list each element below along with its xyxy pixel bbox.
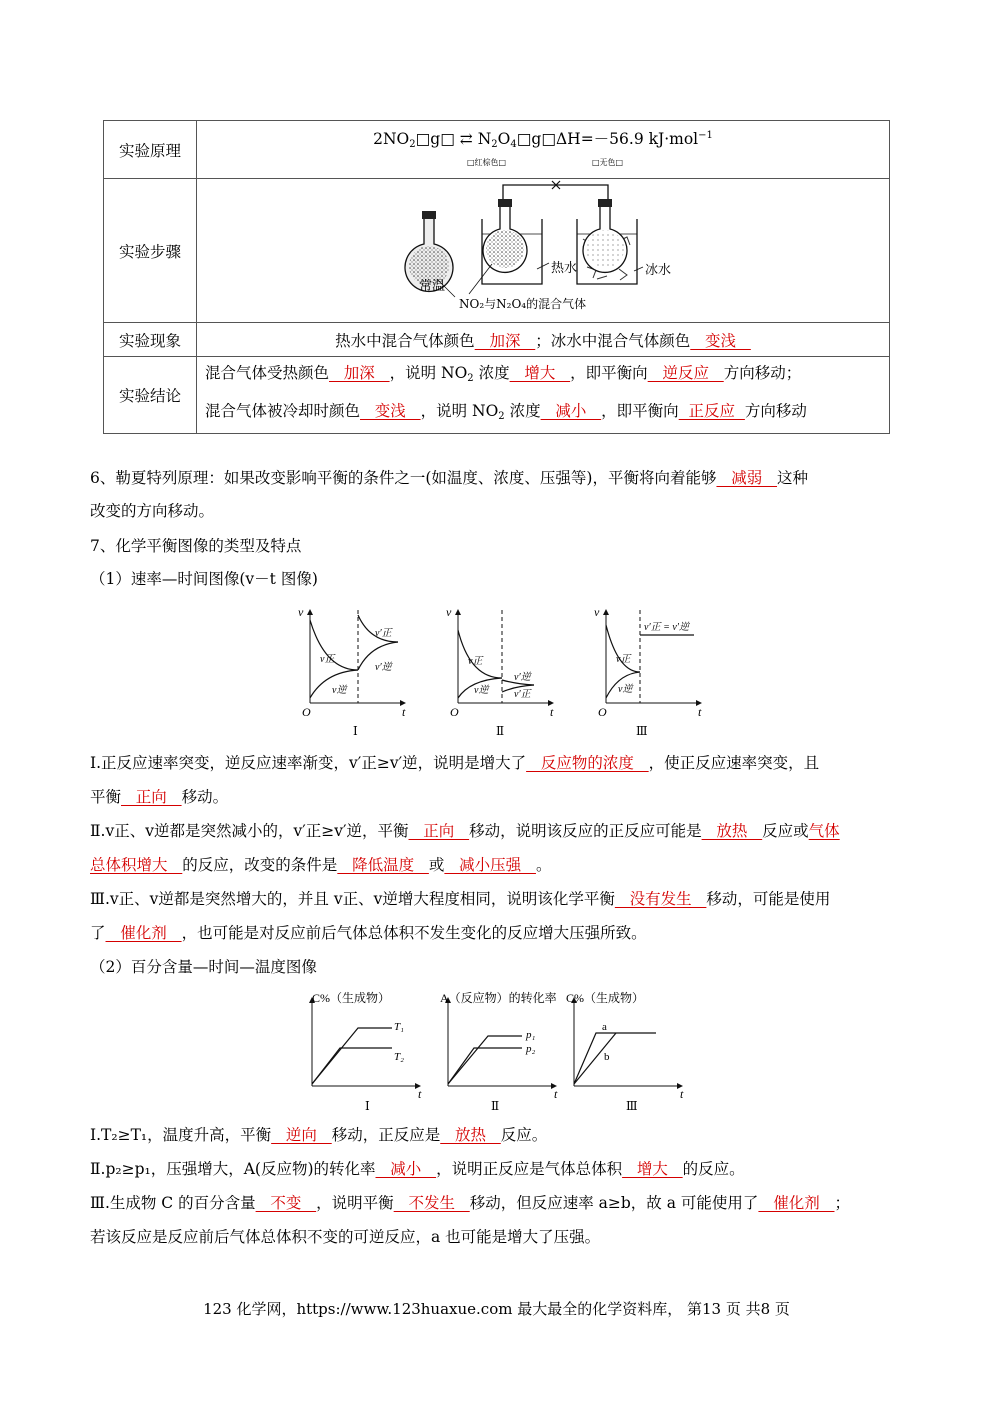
p7-sub2: （2）百分含量—时间—温度图像	[90, 958, 317, 976]
svg-text:v正: v正	[320, 654, 335, 665]
svg-text:v′正: v′正	[514, 689, 531, 700]
svg-text:p₂: p₂	[526, 1043, 536, 1055]
answer-blank: 增大	[622, 1160, 683, 1178]
vt-ii-line-1: Ⅱ.v正、v逆都是突然减小的，v′正≥v′逆，平衡 正向 移动，说明该反应的正反应可能是 放热 反应或气体	[90, 822, 840, 840]
answer-blank: 减小	[375, 1160, 437, 1178]
curve-t2	[312, 1048, 392, 1084]
steps-cell	[197, 179, 890, 323]
answer-blank: 降低温度	[337, 856, 429, 874]
svg-text:v: v	[446, 605, 452, 619]
row-label-conclusion: 实验结论	[104, 357, 197, 434]
pct-iii-line-2: 若该反应是反应前后气体总体积不变的可逆反应，a 也可能是增大了压强。	[90, 1228, 601, 1246]
answer-blank: 变浅	[690, 331, 751, 350]
row-label-principle: 实验原理	[104, 121, 197, 179]
ice-water-beaker	[577, 199, 637, 284]
svg-text:v: v	[594, 605, 600, 619]
svg-text:Ⅰ: Ⅰ	[353, 724, 358, 738]
vt-i-line-2: 平衡 正向 移动。	[90, 788, 229, 806]
answer-blank: 正反应	[678, 402, 745, 420]
pct-i-line: Ⅰ.T₂≥T₁，温度升高，平衡 逆向 移动，正反应是 放热 反应。	[90, 1126, 548, 1144]
vt-chart-3	[594, 605, 702, 738]
answer-blank: 正向	[121, 788, 182, 806]
svg-text:v逆: v逆	[332, 685, 347, 696]
svg-text:v正: v正	[468, 656, 483, 667]
row-label-steps: 实验步骤	[104, 179, 197, 323]
answer-blank: 逆反应	[647, 364, 724, 382]
principle-cell	[197, 121, 890, 179]
svg-text:t: t	[698, 705, 702, 719]
svg-text:O: O	[450, 705, 459, 719]
color-note-brown: □红棕色□	[467, 158, 507, 167]
conclusion-line-1: 混合气体受热颜色 加深 ，说明 $NO_2$ 浓度 增大 ，即平衡向 逆反应 方向移动；	[205, 364, 802, 384]
answer-blank: 减小	[540, 402, 602, 420]
svg-text:t: t	[418, 1087, 422, 1101]
page-footer: 123 化学网，https://www.123huaxue.com 最大最全的化学资料库， 第13 页 共8 页	[203, 1300, 790, 1318]
svg-text:v′正: v′正	[375, 628, 392, 639]
svg-text:O: O	[302, 705, 311, 719]
svg-text:v逆: v逆	[474, 685, 489, 696]
svg-text:v: v	[298, 605, 304, 619]
p7-sub1: （1）速率—时间图像(v－t 图像)	[90, 570, 318, 588]
svg-text:t: t	[402, 705, 406, 719]
svg-text:Ⅱ: Ⅱ	[496, 724, 505, 738]
svg-text:v′正 = v′逆: v′正 = v′逆	[644, 622, 689, 633]
vt-chart-2	[446, 605, 554, 738]
answer-blank: 变浅	[360, 402, 421, 420]
pct-iii-line-1: Ⅲ.生成物 C 的百分含量 不变 ，说明平衡 不发生 移动，但反应速率 a≥b，故 a 可能使用了 催化剂 ；	[90, 1194, 850, 1212]
mixture-label: NO₂与N₂O₄的混合气体	[459, 297, 587, 311]
conclusion-cell	[197, 357, 890, 434]
svg-text:Ⅱ: Ⅱ	[491, 1099, 500, 1113]
experiment-table	[103, 120, 890, 434]
svg-text:T₂: T₂	[394, 1051, 404, 1063]
connecting-tube	[503, 185, 608, 199]
row-label-phenomenon: 实验现象	[104, 323, 197, 357]
room-temp-label: 常温	[419, 279, 446, 294]
p7-title: 7、化学平衡图像的类型及特点	[90, 537, 302, 555]
svg-text:p₁: p₁	[526, 1029, 536, 1041]
svg-text:a: a	[602, 1021, 607, 1033]
vt-iii-line-2: 了 催化剂 ，也可能是对反应前后气体总体积不发生变化的反应增大压强所致。	[90, 924, 647, 942]
svg-text:Ⅲ: Ⅲ	[636, 724, 648, 738]
hot-water-label: 热水	[551, 261, 578, 276]
row-conclusion	[104, 357, 890, 434]
pct-ii-line: Ⅱ.p₂≥p₁，压强增大，A(反应物)的转化率 减小 ，说明正反应是气体总体积 增大 的反应。	[90, 1160, 745, 1178]
answer-blank: 总体积增大	[90, 856, 183, 874]
answer-blank: 放热	[440, 1126, 501, 1144]
answer-blank: 放热	[701, 822, 763, 840]
svg-text:O: O	[598, 705, 607, 719]
vt-charts	[290, 600, 710, 745]
svg-text:t: t	[550, 705, 554, 719]
phenomenon-cell: 热水中混合气体颜色 加深 ；冰水中混合气体颜色 变浅	[197, 323, 890, 357]
svg-text:Ⅲ: Ⅲ	[626, 1099, 638, 1113]
svg-text:t: t	[680, 1087, 684, 1101]
answer-blank: 不发生	[393, 1194, 470, 1212]
row-steps	[104, 179, 890, 323]
row-phenomenon	[104, 323, 890, 357]
answer-blank: 催化剂	[105, 924, 182, 942]
svg-text:C%（生成物）: C%（生成物）	[312, 991, 391, 1005]
svg-text:T₁: T₁	[394, 1021, 404, 1033]
answer-blank: 逆向	[271, 1126, 332, 1144]
svg-text:v逆: v逆	[618, 684, 633, 695]
answer-blank: 加深	[474, 331, 536, 350]
vt-chart-1	[298, 605, 406, 738]
svg-text:Ⅰ: Ⅰ	[365, 1099, 370, 1113]
hot-water-beaker	[482, 199, 542, 284]
answer-blank: 增大	[509, 364, 571, 382]
answer-blank: 催化剂	[758, 1194, 835, 1212]
svg-text:v′逆: v′逆	[514, 672, 531, 683]
answer-blank: 加深	[329, 364, 390, 382]
svg-text:b: b	[604, 1051, 610, 1063]
svg-text:v正: v正	[616, 654, 631, 665]
pct-chart-2	[440, 990, 558, 1113]
svg-text:t: t	[554, 1087, 558, 1101]
ice-water-label: 冰水	[645, 263, 672, 278]
svg-text:v′逆: v′逆	[375, 662, 392, 673]
reaction-equation: $2NO_2□g□$ ⇄ $N_2O_4□g□\Delta H=-56.9$ kJ·mol$^{-1}$	[373, 130, 713, 150]
conclusion-line-2: 混合气体被冷却时颜色 变浅 ，说明 $NO_2$ 浓度 减小 ，即平衡向 正反应 方向移动	[205, 402, 807, 422]
answer-blank: 没有发生	[614, 890, 707, 908]
vt-i-line-1: Ⅰ.正反应速率突变，逆反应速率渐变，v′正≥v′逆，说明是增大了 反应物的浓度 ，使正反应速率突变，且	[90, 754, 820, 772]
answer-blank: 气体	[808, 822, 840, 840]
answer-blank: 反应物的浓度	[526, 754, 649, 772]
vt-iii-line-1: Ⅲ.v正、v逆都是突然增大的，并且 v正、v逆增大程度相同，说明该化学平衡 没有发生 移动，可能是使用	[90, 890, 831, 908]
color-note-colorless: □无色□	[592, 158, 624, 167]
svg-text:A（反应物）的转化率: A（反应物）的转化率	[440, 991, 557, 1005]
pct-chart-1	[312, 990, 422, 1113]
answer-blank: 不变	[255, 1194, 317, 1212]
p6-line-1: 6、勒夏特列原理：如果改变影响平衡的条件之一(如温度、浓度、压强等)，平衡将向着能够 减弱 这种	[90, 469, 809, 487]
vt-ii-line-2: 总体积增大 的反应，改变的条件是 降低温度 或 减小压强 。	[90, 856, 552, 874]
pct-charts	[300, 988, 700, 1118]
answer-blank: 正向	[408, 822, 470, 840]
curve-t1	[312, 1028, 392, 1084]
answer-blank: 减弱	[716, 469, 778, 487]
pct-chart-3	[566, 990, 684, 1113]
svg-text:C%（生成物）: C%（生成物）	[566, 991, 645, 1005]
row-principle	[104, 121, 890, 179]
answer-blank: 减小压强	[444, 856, 536, 874]
p6-line-2: 改变的方向移动。	[90, 502, 215, 520]
